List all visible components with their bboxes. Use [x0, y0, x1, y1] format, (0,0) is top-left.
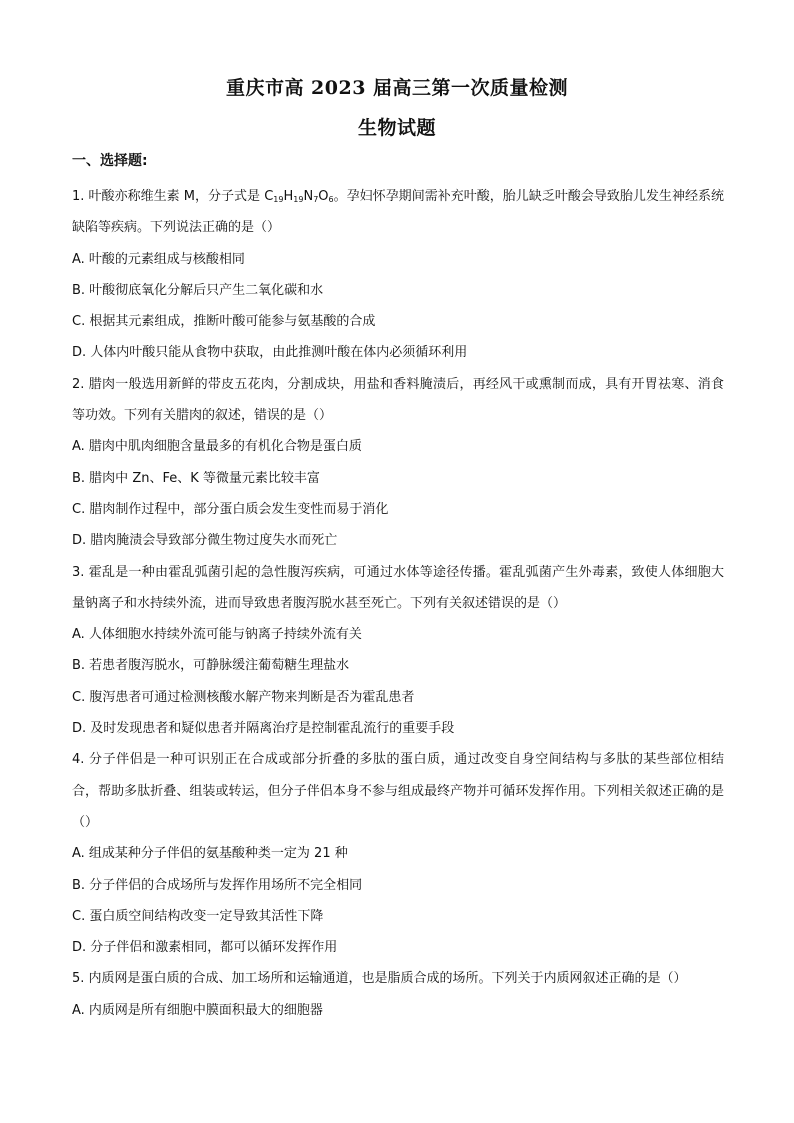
option-2d: D. 腊肉腌渍会导致部分微生物过度失水而死亡	[72, 533, 338, 549]
option-2c: C. 腊肉制作过程中，部分蛋白质会发生变性而易于消化	[72, 501, 389, 517]
question-stem-5: 5. 内质网是蛋白质的合成、加工场所和运输通道，也是脂质合成的场所。下列关于内质网叙述正确的是（）	[72, 971, 687, 987]
page-title: 重庆市高 2023 届高三第一次质量检测	[225, 77, 569, 99]
option-1b: B. 叶酸彻底氧化分解后只产生二氧化碳和水	[72, 282, 324, 298]
option-5a: A. 内质网是所有细胞中膜面积最大的细胞器	[72, 1002, 323, 1018]
question-stem-1	[72, 181, 724, 244]
option-4b: B. 分子伴侣的合成场所与发挥作用场所不完全相同	[72, 877, 363, 893]
option-4c: C. 蛋白质空间结构改变一定导致其活性下降	[72, 908, 324, 924]
section-heading: 一、选择题:	[72, 153, 148, 169]
option-3c: C. 腹泻患者可通过检测核酸水解产物来判断是否为霍乱患者	[72, 689, 415, 705]
option-3a: A. 人体细胞水持续外流可能与钠离子持续外流有关	[72, 627, 362, 643]
question-stem-1-prefix: 1. 叶酸亦称维生素 M，分子式是 C	[72, 189, 274, 204]
question-stem-2: 2. 腊肉一般选用新鲜的带皮五花肉，分割成块，用盐和香料腌渍后，再经风干或熏制而成，具有开胃祛寒、消食等功效。下列有关腊肉的叙述，错误的是（）	[72, 376, 724, 424]
formula-sub-o: 6	[328, 195, 334, 204]
question-stem-3: 3. 霍乱是一种由霍乱弧菌引起的急性腹泻疾病，可通过水体等途径传播。霍乱弧菌产生外毒素，致使人体细胞大量钠离子和水持续外流，进而导致患者腹泻脱水甚至死亡。下列有关叙述错误的是（）	[72, 564, 724, 611]
formula-sub-h: 19	[293, 195, 304, 204]
question-stem-4: 4. 分子伴侣是一种可识别正在合成或部分折叠的多肽的蛋白质，通过改变自身空间结构与多肽的某些部位相结合，帮助多肽折叠、组装或转运，但分子伴侣本身不参与组成最终产物并可循环发挥作用。下列相关叙述正确的是（）	[72, 752, 724, 830]
question-list	[72, 181, 724, 1026]
option-3b: B. 若患者腹泻脱水，可静脉缓注葡萄糖生理盐水	[72, 658, 350, 674]
formula-h: H	[283, 189, 294, 204]
option-1d: D. 人体内叶酸只能从食物中获取，由此推测叶酸在体内必须循环利用	[72, 345, 468, 361]
option-1a: A. 叶酸的元素组成与核酸相同	[72, 251, 245, 267]
option-1c: C. 根据其元素组成，推断叶酸可能参与氨基酸的合成	[72, 314, 376, 330]
option-3d: D. 及时发现患者和疑似患者并隔离治疗是控制霍乱流行的重要手段	[72, 721, 455, 737]
formula-sub-c: 19	[273, 195, 284, 204]
formula-sub-n: 7	[313, 195, 319, 204]
page-subtitle: 生物试题	[357, 117, 436, 139]
option-4d: D. 分子伴侣和激素相同，都可以循环发挥作用	[72, 940, 338, 956]
question-stem-1-suffix: 。孕妇怀孕期间需补充叶酸，胎儿缺乏叶酸会导致胎儿发生神经系统缺陷等疾病。下列说法正确的是（）	[72, 189, 724, 236]
option-2b: B. 腊肉中 Zn、Fe、K 等微量元素比较丰富	[72, 470, 320, 486]
formula-n: N	[303, 189, 314, 204]
option-4a: A. 组成某种分子伴侣的氨基酸种类一定为 21 种	[72, 846, 348, 862]
formula-o: O	[318, 189, 329, 204]
option-2a: A. 腊肉中肌肉细胞含量最多的有机化合物是蛋白质	[72, 439, 362, 455]
